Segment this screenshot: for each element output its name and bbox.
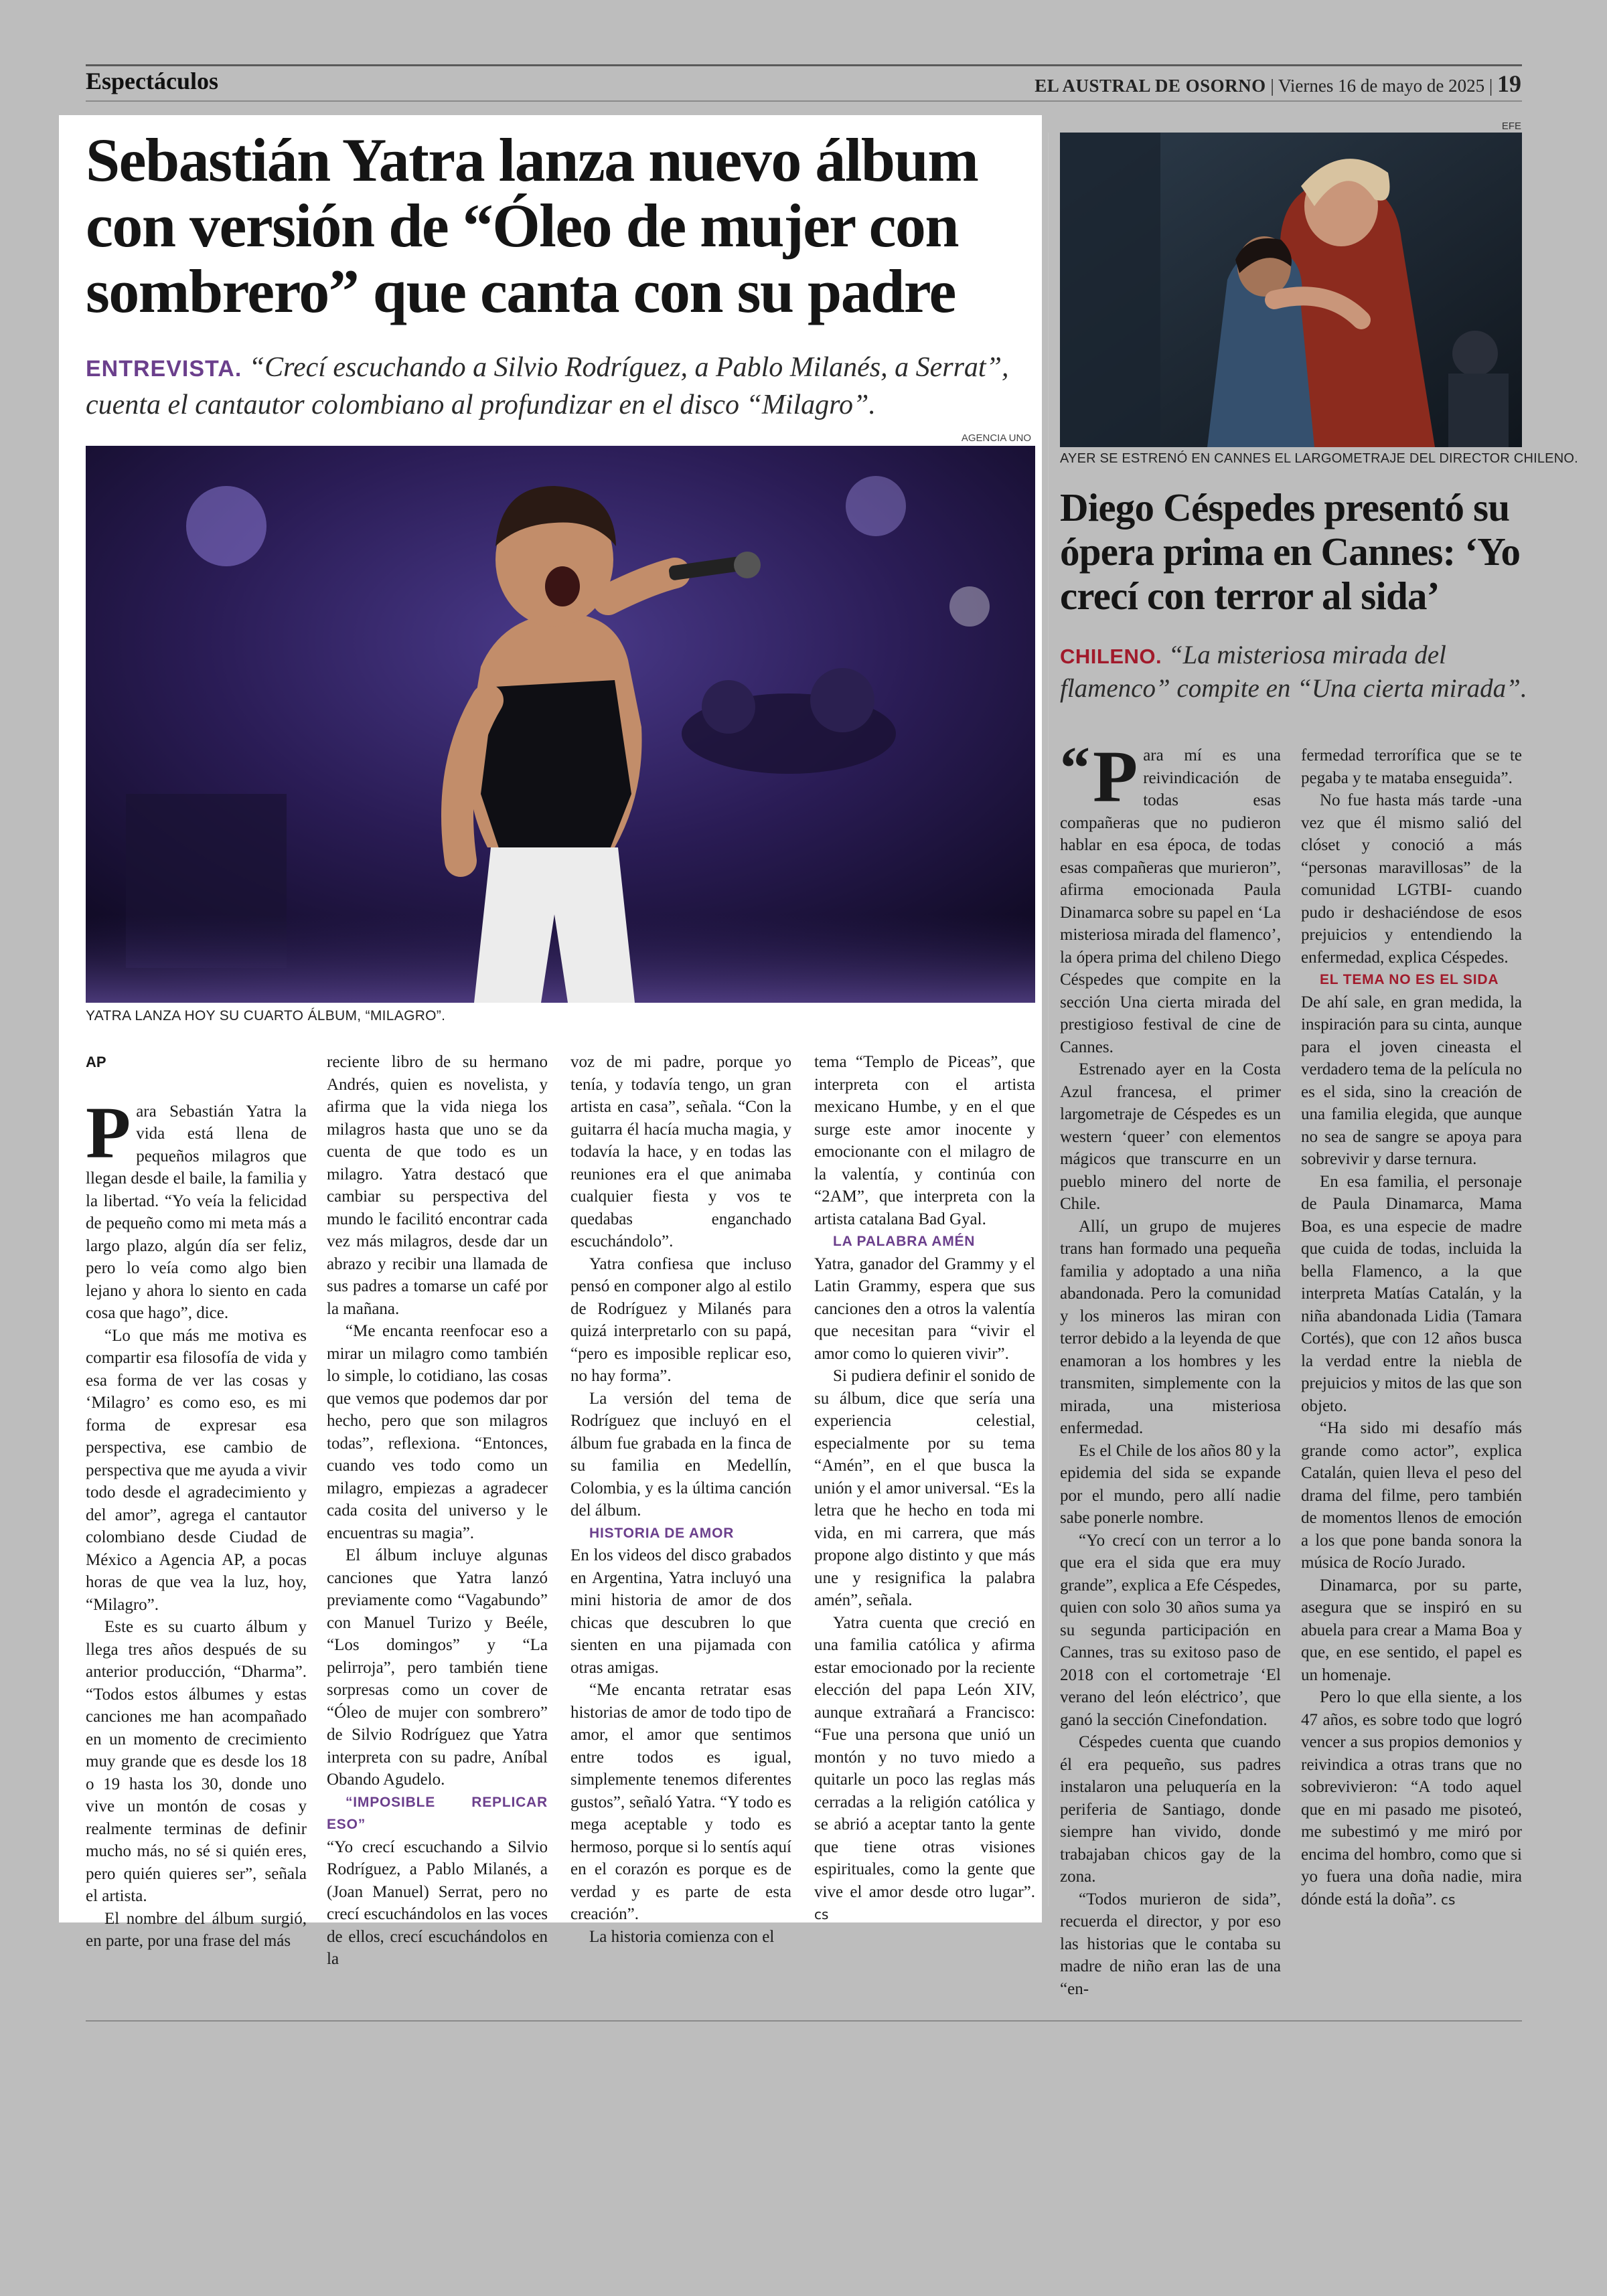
header-rule-bottom xyxy=(86,100,1522,102)
paragraph: La historia comienza con el xyxy=(589,1927,775,1946)
separator: | xyxy=(1488,76,1497,96)
concert-singer-image xyxy=(86,446,1035,1003)
paragraph: fermedad terrorífica que se te pegaba y te mataba enseguida”. xyxy=(1301,746,1522,787)
paragraph: Yatra cuenta que creció en una familia católica y afirma estar emocionado por la reciente elección del papa León XIV, aunque extrañará a Francisco: “Fue una persona que unió un montón y no tuvo miedo a quitarle un poco las reglas más cerradas a la religión católica y se abrió a aceptar tanto la gente que tiene otras visiones espirituales, como la gente que vive el amor desde otro lugar”. cs xyxy=(814,1613,1035,1922)
subheading: HISTORIA DE AMOR xyxy=(589,1525,735,1541)
paragraph: Yatra, ganador del Grammy y el Latin Grammy, espera que sus canciones den a otros la valentía que necesitan para “vivir el amor como lo quieren vivir”. xyxy=(814,1254,1035,1363)
issue-date: Viernes 16 de mayo de 2025 xyxy=(1278,76,1485,96)
film-still-image xyxy=(1060,133,1522,447)
side-column-2 xyxy=(1301,744,1522,1911)
paragraph: La versión del tema de Rodríguez que incluyó en el álbum fue grabada en la finca de su familia en Medellín, Colombia, y es la última canción del álbum. xyxy=(570,1389,791,1520)
drop-cap: P xyxy=(86,1091,131,1173)
paragraph: Dinamarca, por su parte, asegura que se inspiró en su abuela para crear a Mama Boa y que, en ese sentido, el papel es un homenaje. xyxy=(1301,1576,1522,1684)
deck-text: “La misteriosa mirada del flamenco” compite en “Una cierta mirada”. xyxy=(1060,641,1527,703)
paragraph: Céspedes cuenta que cuando él era pequeño, sus padres instalaron una peluquería en la periferia de Santiago, donde siempre han vivido, donde trabajaban chicos gay de la zona. xyxy=(1060,1733,1281,1886)
paragraph: Es el Chile de los años 80 y la epidemia del sida se expande por el mundo, pero allí nadie sabe ponerle nombre. xyxy=(1060,1441,1281,1527)
header-rule-top xyxy=(86,64,1522,66)
side-article-headline: Diego Céspedes presentó su ópera prima en Cannes: ‘Yo crecí con terror al sida’ xyxy=(1060,485,1521,618)
paragraph: “Yo crecí con un terror a lo que era el sida que era muy grande”, explica a Efe Céspedes, quien con solo 30 años suma ya su segunda participación en Cannes, tras su exitoso paso de 2018 con el cortometraje ‘El verano del león eléctrico’, que ganó la sección Cinefondation. xyxy=(1060,1531,1281,1729)
paragraph: tema “Templo de Piceas”, que interpreta con el artista mexicano Humbe, y en el que surge este amor inocente y emocionante con el milagro de la valentía, y continúa con “2AM”, que interpreta con la artista catalana Bad Gyal. xyxy=(814,1053,1035,1228)
section-name: Espectáculos xyxy=(86,68,218,94)
page-number: 19 xyxy=(1497,70,1521,97)
paragraph: Este es su cuarto álbum y llega tres años después de su anterior producción, “Dharma”. “Todos estos álbumes y estas canciones me han acompañado en un momento de crecimiento muy grande que es desde los 18 o 19 hasta los 30, donde uno vive un montón de cosas y realmente terminas de definir mucho más, no sé si quién eres, pero quién quieres ser”, señala el artista. xyxy=(86,1618,307,1905)
subheading: LA PALABRA AMÉN xyxy=(833,1234,976,1249)
deck-text: “Crecí escuchando a Silvio Rodríguez, a Pablo Milanés, a Serrat”, cuenta el cantautor colombiano al profundizar en el disco “Milagro”. xyxy=(86,352,1009,420)
publication-name: EL AUSTRAL DE OSORNO xyxy=(1035,76,1266,96)
column-divider xyxy=(1048,133,1049,1906)
deck-kicker: CHILENO. xyxy=(1060,645,1162,668)
side-article-photo xyxy=(1060,133,1522,447)
paragraph: Allí, un grupo de mujeres trans han formado una pequeña familia y adoptado a una niña abandonada. Pero la comunidad y los mineros las miran con terror debido a la leyenda de que enamoran a los hombres y les transmiten, simplemente con la mirada, una misteriosa enfermedad. xyxy=(1060,1217,1281,1437)
main-article-photo xyxy=(86,446,1035,1003)
paragraph: El nombre del álbum surgió, en parte, por una frase del más xyxy=(86,1909,307,1950)
separator: | xyxy=(1270,76,1279,96)
paragraph: “ P ara mí es una reivindicación de todas esas compañeras que no pudieron hablar en esa época, de todas esas compañeras que murieron”, afirma emocionada Paula Dinamarca sobre su papel en ‘La misteriosa mirada del flamenco’, la ópera prima del chileno Diego Céspedes que compite en la sección Una cierta mirada del prestigioso festival de cine de Cannes. xyxy=(1060,735,1281,1056)
paragraph: Si pudiera definir el sonido de su álbum, dice que sería una experiencia celestial, especialmente por su tema “Amén”, en el que busca la unión y el amor universal. “Es la letra que he hecho en toda mi vida, en mi carrera, que más propone algo distinto y que más une y resignifica la palabra amén”, señala. xyxy=(814,1367,1036,1609)
subheading: “IMPOSIBLE REPLICAR ESO” xyxy=(327,1794,548,1832)
main-column-4 xyxy=(814,1051,1035,1926)
subheading: EL TEMA NO ES EL SIDA xyxy=(1320,972,1499,987)
footer-rule xyxy=(86,2020,1522,2022)
paragraph: Estrenado ayer en la Costa Azul francesa, el primer largometraje de Céspedes es un western ‘queer’ con elementos mágicos que transcurre en un pueblo minero del norte de Chile. xyxy=(1060,1060,1281,1213)
paragraph: “Me encanta retratar esas historias de amor de todo tipo de amor, el amor que sentimos entre todos es igual, simplemente tenemos diferentes gustos”, señaló Yatra. “Y todo es mega aceptable y todo es hermoso, porque si lo sentís aquí en el corazón es porque es de verdad y es parte de esta creación”. xyxy=(570,1681,791,1923)
photo-credit: AGENCIA UNO xyxy=(961,432,1031,444)
paragraph: “Todos murieron de sida”, recuerda el director, y por eso las historias que le contaba su madre de niño eran las de una “en- xyxy=(1060,1890,1281,1998)
open-quote-mark: “ xyxy=(1060,735,1090,801)
end-mark-icon: cs xyxy=(814,1906,829,1922)
paragraph: “Ha sido mi desafío más grande como actor”, explica Catalán, quien lleva el peso del drama del filme, pero también de momentos llenos de emoción a los que pone banda sonora la música de Rocío Jurado. xyxy=(1301,1419,1522,1572)
deck-kicker: ENTREVISTA. xyxy=(86,356,242,382)
main-article-headline: Sebastián Yatra lanza nuevo álbum con versión de “Óleo de mujer con sombrero” que canta con su padre xyxy=(86,126,978,325)
paragraph: “Lo que más me motiva es compartir esa filosofía de vida y esa forma de ver las cosas y ‘Milagro’ es como eso, es mi forma de expresar esa perspectiva, ese cambio de perspectiva que me ayuda a vivir todo desde el agradecimiento y del amor”, agrega el cantautor colombiano desde Ciudad de México a Agencia AP, a pocas horas de que vea la luz, hoy, “Milagro”. xyxy=(86,1326,307,1614)
paragraph: Pero lo que ella siente, a los 47 años, es sobre todo que logró vencer a sus propios demonios y reivindica a otras trans que no sobrevivieron: “A todo aquel que en mi pasado me pisoteó, me subestimó y me miró por encima del hombro, como que si yo fuera una doña nadie, mira dónde está la doña”. cs xyxy=(1301,1688,1522,1908)
side-photo-caption: AYER SE ESTRENÓ EN CANNES EL LARGOMETRAJE DEL DIRECTOR CHILENO. xyxy=(1060,451,1578,466)
paragraph: El álbum incluye algunas canciones que Yatra lanzó previamente como “Vagabundo” con Manuel Turizo y Beéle, “Los domingos” y “La pelirroja”, pero también tiene sorpresas como un cover de “Óleo de mujer con sombrero” de Silvio Rodríguez que Yatra interpreta con su padre, Aníbal Obando Agudelo. xyxy=(327,1546,548,1789)
paragraph: Para Sebastián Yatra la vida está llena de pequeños milagros que llegan desde el baile, la familia y la libertad. “Yo veía la felicidad de pequeño como mi meta más a largo plazo, algún día ser feliz, pero lo veía como algo bien lejano y ahora lo siento en cada cosa que hago”, dice. xyxy=(86,1091,307,1322)
end-mark-icon: cs xyxy=(1440,1891,1456,1908)
main-article-deck xyxy=(86,349,1037,423)
paragraph: Yatra confiesa que incluso pensó en componer algo al estilo de Rodríguez y Milanés para quizá interpretarlo con su papá, “pero es imposible replicar eso, no hay forma”. xyxy=(570,1254,791,1385)
main-column-3 xyxy=(570,1051,791,1948)
masthead-info xyxy=(1035,70,1521,98)
side-column-1 xyxy=(1060,735,1281,2000)
side-photo-credit: EFE xyxy=(1501,120,1521,132)
drop-cap: P xyxy=(1093,736,1138,817)
main-column-2 xyxy=(327,1051,548,1971)
paragraph: En los videos del disco grabados en Argentina, Yatra incluyó una mini historia de amor de dos chicas que descubren lo que sienten en una pijamada con otras amigas. xyxy=(570,1546,791,1677)
paragraph: voz de mi padre, porque yo tenía, y todavía tengo, un gran artista en casa”, señala. “Con la guitarra él hacía mucha magia, y todavía la hace, y en todas las reuniones era el que animaba cualquier fiesta y vos te quedabas enganchado escuchándolo”. xyxy=(570,1053,791,1250)
paragraph: “Me encanta reenfocar eso a mirar un milagro como también lo simple, lo cotidiano, las cosas que vemos que podemos dar por hecho, pero que son milagros todas”, reflexiona. “Entonces, cuando ves todo como un milagro, empiezas a agradecer cada cosita del universo y le encuentras su magia”. xyxy=(327,1322,548,1542)
side-article-deck xyxy=(1060,639,1529,705)
byline: AP xyxy=(86,1054,106,1070)
paragraph: En esa familia, el personaje de Paula Dinamarca, Mama Boa, es una especie de madre que cuida de todas, incluida la bella Flamenco, a la que interpreta Matías Catalán, y la niña abandonada Lidia (Tamara Cortés), que con 12 años busca la verdad entre la niebla de prejuicios y mitos de las que son objeto. xyxy=(1301,1172,1522,1415)
paragraph: De ahí sale, en gran medida, la inspiración para su cinta, aunque para el joven cineasta el verdadero tema de la película no es el sida, sino la creación de una familia elegida, que aunque no sea de sangre se apoya para sobrevivir y darse ternura. xyxy=(1301,993,1522,1168)
paragraph: reciente libro de su hermano Andrés, quien es novelista, y afirma que la vida niega los milagros hasta que uno se da cuenta de que todo es un milagro. Yatra destacó que cambiar su perspectiva del mundo le facilitó encontrar cada vez más milagros, desde dar un abrazo y recibir una llamada de sus padres a tomarse un café por la mañana. xyxy=(327,1053,548,1318)
paragraph: No fue hasta más tarde -una vez que él mismo salió del clóset y conoció a más “personas maravillosas” de la comunidad LGTBI- cuando pudo ir deshaciéndose de esos prejuicios y entendiendo la enfermedad, explica Céspedes. xyxy=(1301,791,1522,967)
main-column-1 xyxy=(86,1051,307,1953)
main-photo-caption: YATRA LANZA HOY SU CUARTO ÁLBUM, “MILAGRO”. xyxy=(86,1008,446,1023)
paragraph: “Yo crecí escuchando a Silvio Rodríguez, a Pablo Milanés, a (Joan Manuel) Serrat, pero no crecí escuchándolos en las voces de ellos, crecí escuchándolos en la xyxy=(327,1837,548,1968)
